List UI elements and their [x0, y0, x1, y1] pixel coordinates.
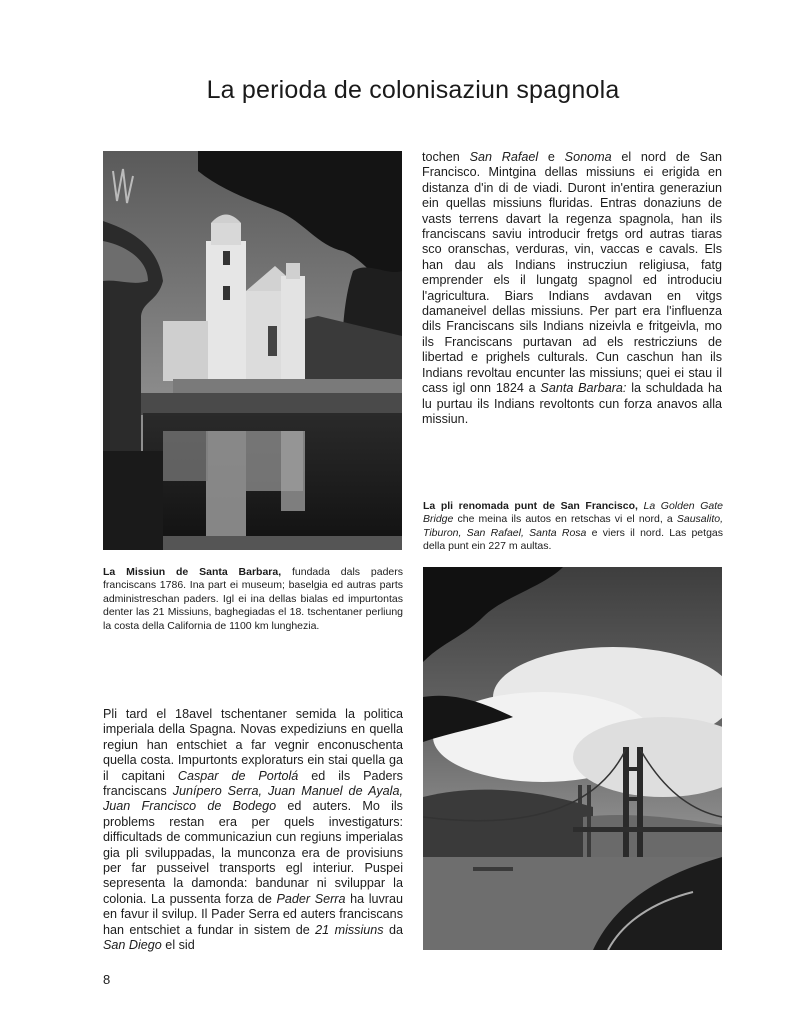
right-column-text: tochen San Rafael e Sonoma el nord de San Francisco. Mintgina dellas missiuns ei erigida en distanza d'in di de viadi. Duront in'entira generaziun ein quellas missiuns fluridas. Entras donaziuns de vasts terrens davart la regenza spagnola, han ils franciscans saviu introducir fretgs ord autras tiaras sco oranschas, verduras, vin, vaccas e cavals. Els han dau als Indians instrucziun religiusa, fatg emprender els il lungatg spagnol ed introduciu l'agricultura. Biars Indians avdavan en vitgs damaneivel dellas missiuns. Per part era l'influenza dils Franciscans sils Indians nizeivla e fritgeivla, mo ils Franciscans purtavan ad els restricziuns de libertad e prighels culturals. Cun caschun han ils Indians revoltau encunter las missiuns; quei ei stau il cass igl onn 1824 a Santa Barbara: la schuldada ha lu purtau ils Indians revoltonts cun forza anavos alla missiun.: [422, 150, 723, 426]
bridge-caption: La pli renomada punt de San Francisco, La Golden Gate Bridge che meina ils autos en retschas vi el nord, a Sausalito, Tiburon, San Rafael, Santa Rosa e viers il nord. Las petgas della punt ein 227 m aultas.: [423, 500, 723, 553]
golden-gate-photograph-icon: [423, 567, 722, 950]
left-column-text: Pli tard el 18avel tschentaner semida la politica imperiala della Spagna. Novas expediziuns en quella regiun han entschiet a far vegnir enconuschenta quella costa. Impurtonts exploraturs ein stai quella ga il capitani Caspar de Portolá ed ils Paders franciscans Junípero Serra, Juan Manuel de Ayala, Juan Francisco de Bodego ed auters. Mo ils problems restan era per quels investigaturs: difficultads de communicaziun cun regiuns imperialas gia pli sviluppadas, la munconza era de provisiuns per far pusseivel transports egl interiur. Puspei sepresenta la damonda: bandunar ni sviluppar la colonia. La pussenta forza de Pader Serra ha luvrau en favur il svilup. Il Pader Serra ed auters franciscans han entschiet a fundar in sistem de 21 missiuns da San Diego el sid: [103, 707, 403, 953]
bridge-photo: [423, 567, 722, 950]
mission-photo: [103, 151, 402, 550]
page-number: 8: [103, 972, 111, 987]
mission-photograph-icon: [103, 151, 402, 550]
page-title: La perioda de colonisaziun spagnola: [206, 76, 620, 104]
mission-caption: La Missiun de Santa Barbara, fundada dals paders franciscans 1786. Ina part ei museum; baselgia ed autras parts administreschan paders. Igl ei ina dellas bialas ed impurtontas denter las 21 Missiuns, baghegiadas el 18. tschentaner perliung la costa della California de 1100 km lunghezia.: [103, 566, 403, 632]
